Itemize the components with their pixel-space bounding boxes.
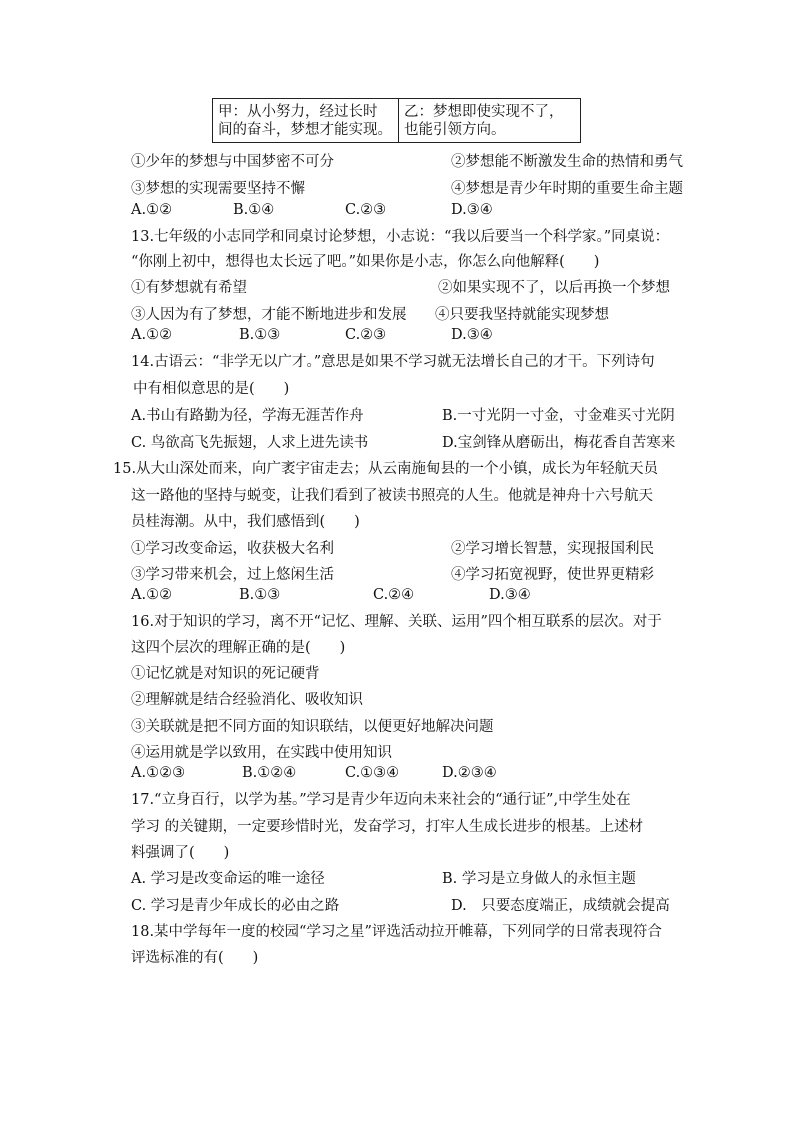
q14-stem-line: 14.古语云：“非学无以广才。”意思是如果不学习就无法增长自己的才干。下列诗句 <box>131 354 655 370</box>
q18-stem-line: 18.某中学每年一度的校园“学习之星”评选活动拉开帷幕，下列同学的日常表现符合 <box>131 924 662 940</box>
q13-option-2: ②如果实现不了，以后再换一个梦想 <box>438 280 670 296</box>
q14-option-b: B.一寸光阴一寸金，寸金难买寸光阴 <box>442 408 675 424</box>
q12-option-3: ③梦想的实现需要坚持不懈 <box>131 181 305 197</box>
q13-option-1: ①有梦想就有希望 <box>131 280 247 296</box>
q16-choice-b: B.①②④ <box>242 765 297 781</box>
q12-option-4: ④梦想是青少年时期的重要生命主题 <box>451 181 683 197</box>
q14-option-c: C. 鸟欲高飞先振翅，人求上进先读书 <box>131 435 369 451</box>
material-cell-b-line: 乙：梦想即使实现不了， <box>404 104 564 120</box>
q16-option-2: ②理解就是结合经验消化、吸收知识 <box>131 692 363 708</box>
q15-option-1: ①学习改变命运，收获极大名利 <box>131 541 334 557</box>
q12-option-2: ②梦想能不断激发生命的热情和勇气 <box>451 154 683 170</box>
q16-option-3: ③关联就是把不同方面的知识联结，以便更好地解决问题 <box>131 719 494 735</box>
q15-choice-c: C.②④ <box>373 587 415 603</box>
q16-choice-d: D.②③④ <box>442 765 497 781</box>
q13-stem-line: 13.七年级的小志同学和同桌讨论梦想，小志说：“我以后要当一个科学家。”同桌说： <box>131 229 670 245</box>
q17-option-b: B. 学习是立身做人的永恒主题 <box>442 871 636 887</box>
q17-stem-line: 学习 的关键期，一定要珍惜时光，发奋学习，打牢人生成长进步的根基。上述材 <box>131 819 644 835</box>
q13-stem-line: “你刚上初中，想得也太长远了吧。”如果你是小志，你怎么向他解释( ) <box>131 254 600 270</box>
q17-option-d: D. 只要态度端正，成绩就会提高 <box>451 898 670 914</box>
q18-stem-line: 评选标准的有( ) <box>131 950 259 966</box>
material-cell-a <box>212 98 399 143</box>
q16-choice-a: A.①②③ <box>131 765 186 781</box>
q16-choice-c: C.①③④ <box>345 765 400 781</box>
q17-stem-line: 17.“立身百行，以学为基。”学习是青少年迈向未来社会的“通行证”,中学生处在 <box>131 792 631 808</box>
q14-option-a: A.书山有路勤为径，学海无涯苦作舟 <box>131 408 364 424</box>
material-cell-b-line: 也能引领方向。 <box>404 122 506 138</box>
material-cell-b <box>398 98 581 143</box>
q15-choice-d: D.③④ <box>489 587 531 603</box>
q15-option-2: ②学习增长智慧，实现报国利民 <box>451 541 654 557</box>
q17-option-c: C. 学习是青少年成长的必由之路 <box>131 898 340 914</box>
q15-choice-b: B.①③ <box>239 587 281 603</box>
q12-choice-d: D.③④ <box>451 202 493 218</box>
q16-option-1: ①记忆就是对知识的死记硬背 <box>131 666 320 682</box>
q12-choice-a: A.①② <box>131 202 173 218</box>
q14-stem-line: 中有相似意思的是( ) <box>133 381 290 397</box>
q12-option-1: ①少年的梦想与中国梦密不可分 <box>131 154 334 170</box>
q13-choice-a: A.①② <box>131 327 173 343</box>
q12-choice-b: B.①④ <box>233 202 275 218</box>
q13-choice-b: B.①③ <box>239 327 281 343</box>
q12-choice-c: C.②③ <box>345 202 387 218</box>
q15-option-4: ④学习拓宽视野，使世界更精彩 <box>451 567 654 583</box>
q13-choice-d: D.③④ <box>451 327 493 343</box>
q14-option-d: D.宝剑锋从磨砺出，梅花香自苦寒来 <box>442 435 676 451</box>
q16-stem-line: 16.对于知识的学习，离不开“记忆、理解、关联、运用”四个相互联系的层次。对于 <box>131 614 662 630</box>
q16-option-4: ④运用就是学以致用，在实践中使用知识 <box>131 745 392 761</box>
q16-stem-line: 这四个层次的理解正确的是( ) <box>131 640 346 656</box>
q15-option-3: ③学习带来机会，过上悠闲生活 <box>131 567 334 583</box>
q13-choice-c: C.②③ <box>345 327 387 343</box>
q15-choice-a: A.①② <box>131 587 173 603</box>
material-cell-a-line: 间的奋斗，梦想才能实现。 <box>218 122 392 138</box>
q15-stem-line: 员桂海潮。从中，我们感悟到( ) <box>131 514 360 530</box>
q17-stem-line: 料强调了( ) <box>131 845 230 861</box>
q15-stem-line: 15.从大山深处而来，向广袤宇宙走去；从云南施甸县的一个小镇，成长为年轻航天员 <box>113 461 659 477</box>
q17-option-a: A. 学习是改变命运的唯一途径 <box>131 871 325 887</box>
q13-option-4: ④只要我坚持就能实现梦想 <box>435 307 609 323</box>
q13-option-3: ③人因为有了梦想，才能不断地进步和发展 <box>131 307 407 323</box>
q15-stem-line: 这一路他的坚持与蜕变，让我们看到了被读书照亮的人生。他就是神舟十六号航天 <box>131 488 653 504</box>
material-cell-a-line: 甲：从小努力，经过长时 <box>218 104 378 120</box>
